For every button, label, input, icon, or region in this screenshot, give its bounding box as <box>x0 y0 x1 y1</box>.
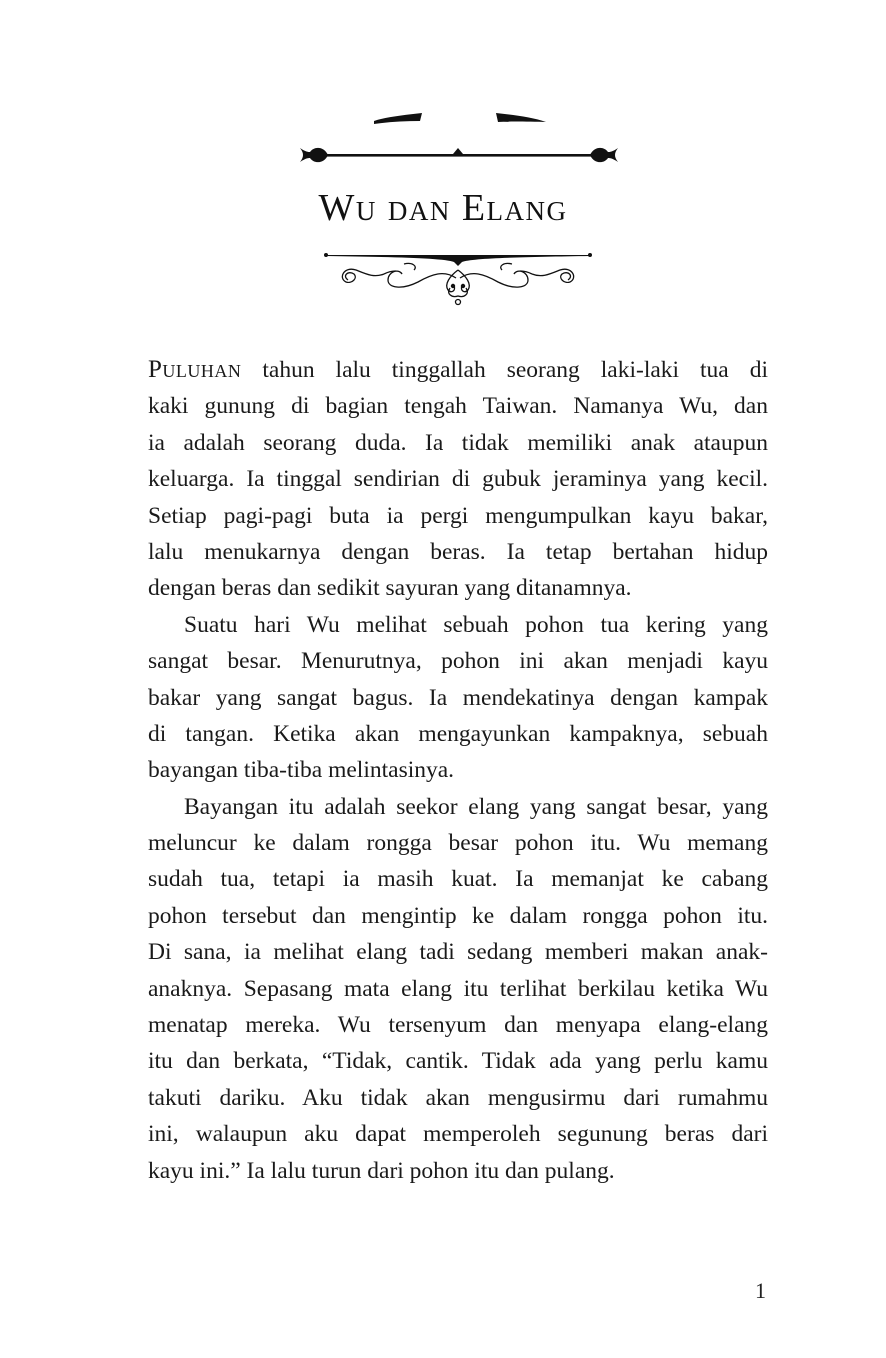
text-line: sudah tua, tetapi ia masih kuat. Ia memanjat ke cabang <box>148 866 768 893</box>
text-line: Bayangan itu adalah seekor elang yang sangat besar, yang <box>184 793 768 820</box>
text-line: ia adalah seorang duda. Ia tidak memiliki anak ataupun <box>148 429 768 456</box>
text-line: kaki gunung di bagian tengah Taiwan. Namanya Wu, dan <box>148 393 768 420</box>
text-line: Puluhan tahun lalu tinggallah seorang laki-laki tua di <box>148 356 768 383</box>
paragraph <box>148 789 768 1189</box>
text-line: kayu ini.” Ia lalu turun dari pohon itu dan pulang. <box>148 1157 615 1184</box>
paragraph <box>148 607 768 789</box>
text-line: itu dan berkata, “Tidak, cantik. Tidak ada yang perlu kamu <box>148 1048 768 1075</box>
chapter-title: Wu dan Elang <box>318 187 568 229</box>
lead-in-caps: Puluhan <box>148 356 242 383</box>
text-line: sangat besar. Menurutnya, pohon ini akan menjadi kayu <box>148 648 768 675</box>
text-line: ini, walaupun aku dapat memperoleh segunung beras dari <box>148 1121 768 1148</box>
story-body <box>148 352 768 1189</box>
text-line: bayangan tiba-tiba melintasinya. <box>148 757 455 784</box>
text-line: Di sana, ia melihat elang tadi sedang memberi makan anak- <box>148 939 768 966</box>
text-line: Setiap pagi-pagi buta ia pergi mengumpulkan kayu bakar, <box>148 502 768 529</box>
text-line: keluarga. Ia tinggal sendirian di gubuk jeraminya yang kecil. <box>148 466 768 493</box>
page-number: 1 <box>755 1278 766 1303</box>
text-line: dengan beras dan sedikit sayuran yang ditanamnya. <box>148 575 632 602</box>
header-flourish-icon <box>296 108 622 168</box>
text-line: takuti dariku. Aku tidak akan mengusirmu dari rumahmu <box>148 1084 768 1111</box>
text-line: lalu menukarnya dengan beras. Ia tetap bertahan hidup <box>148 538 768 565</box>
text-line: bakar yang sangat bagus. Ia mendekatinya dengan kampak <box>148 684 768 711</box>
paragraph <box>148 352 768 607</box>
text-line: menatap mereka. Wu tersenyum dan menyapa elang-elang <box>148 1012 768 1039</box>
text-line: di tangan. Ketika akan mengayunkan kampaknya, sebuah <box>148 720 768 747</box>
text-line: meluncur ke dalam rongga besar pohon itu. Wu memang <box>148 830 768 857</box>
scroll-divider-icon <box>322 248 594 310</box>
text-line: Suatu hari Wu melihat sebuah pohon tua kering yang <box>184 611 768 638</box>
text-line: pohon tersebut dan mengintip ke dalam rongga pohon itu. <box>148 902 768 929</box>
text-line: anaknya. Sepasang mata elang itu terlihat berkilau ketika Wu <box>148 975 768 1002</box>
